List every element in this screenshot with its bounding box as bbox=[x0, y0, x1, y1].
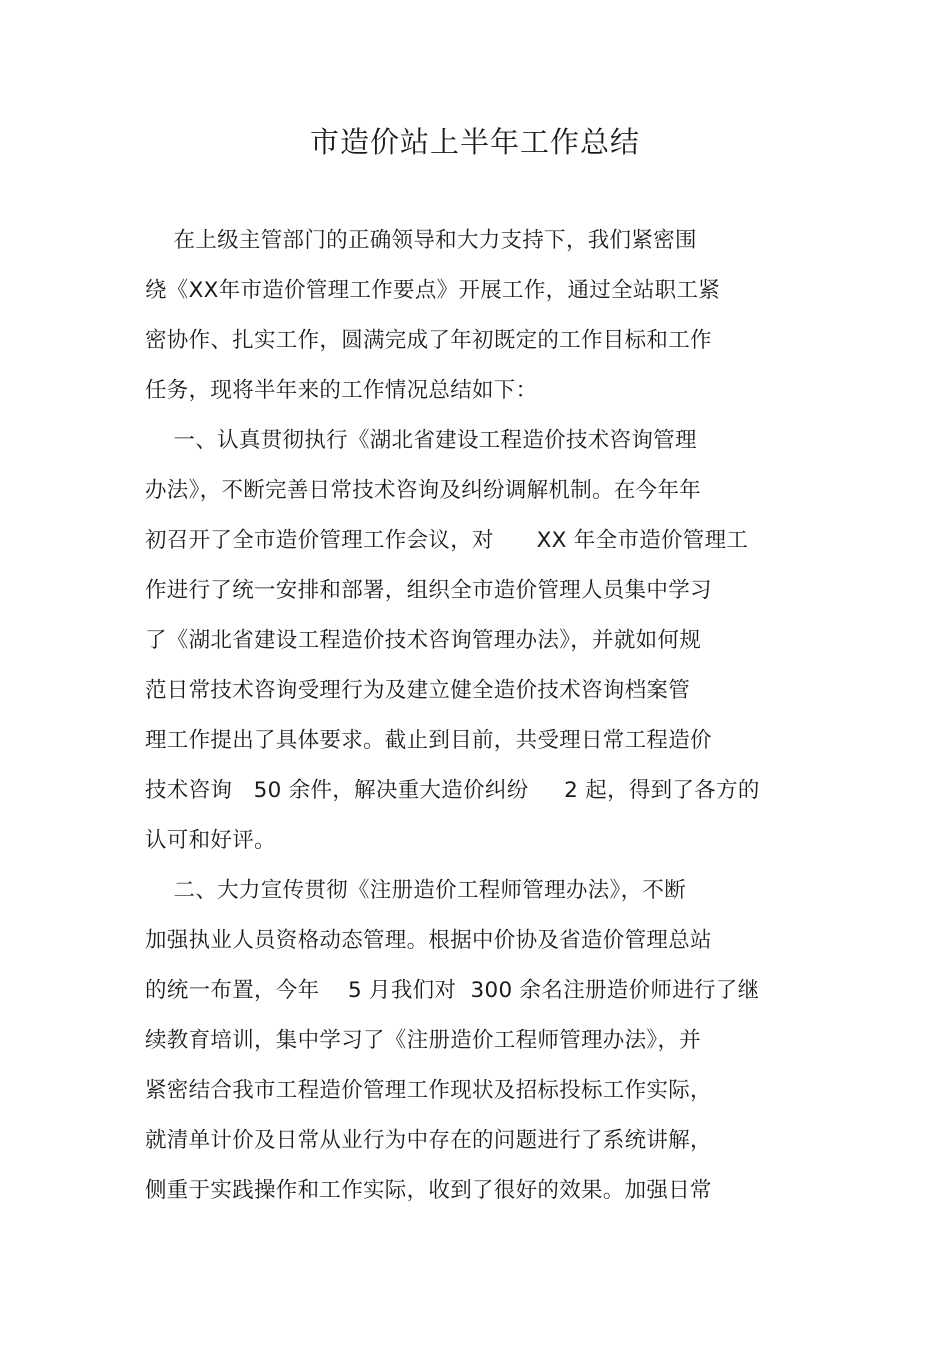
body-line: 认可和好评。 bbox=[145, 828, 276, 853]
body-line: 紧密结合我市工程造价管理工作现状及招标投标工作实际， bbox=[145, 1078, 712, 1103]
body-line: 理工作提出了具体要求。截止到目前，共受理日常工程造价 bbox=[145, 728, 712, 753]
body-line: 技术咨询 50 余件，解决重大造价纠纷 2 起，得到了各方的 bbox=[145, 778, 760, 803]
body-line: 初召开了全市造价管理工作会议，对 XX 年全市造价管理工 bbox=[145, 528, 749, 553]
body-line: 绕《XX年市造价管理工作要点》开展工作，通过全站职工紧 bbox=[145, 278, 721, 303]
document-title: 市造价站上半年工作总结 bbox=[309, 125, 640, 159]
body-line: 侧重于实践操作和工作实际，收到了很好的效果。加强日常 bbox=[145, 1178, 712, 1203]
body-line: 了《湖北省建设工程造价技术咨询管理办法》，并就如何规 bbox=[145, 628, 702, 653]
body-line: 的统一布置，今年 5 月我们对 300 余名注册造价师进行了继 bbox=[145, 978, 760, 1003]
body-line: 任务，现将半年来的工作情况总结如下： bbox=[145, 378, 538, 403]
body-line: 作进行了统一安排和部署，组织全市造价管理人员集中学习 bbox=[145, 578, 712, 603]
body-line: 续教育培训，集中学习了《注册造价工程师管理办法》，并 bbox=[145, 1028, 702, 1053]
body-line: 范日常技术咨询受理行为及建立健全造价技术咨询档案管 bbox=[145, 678, 691, 703]
body-line: 密协作、扎实工作，圆满完成了年初既定的工作目标和工作 bbox=[145, 328, 712, 353]
body-line: 在上级主管部门的正确领导和大力支持下，我们紧密围 bbox=[145, 228, 697, 253]
body-line: 加强执业人员资格动态管理。根据中价协及省造价管理总站 bbox=[145, 928, 712, 953]
body-line: 就清单计价及日常从业行为中存在的问题进行了系统讲解， bbox=[145, 1128, 712, 1153]
body-line: 一、认真贯彻执行《湖北省建设工程造价技术咨询管理 bbox=[145, 428, 697, 453]
body-line: 二、大力宣传贯彻《注册造价工程师管理办法》，不断 bbox=[145, 878, 686, 903]
body-line: 办法》，不断完善日常技术咨询及纠纷调解机制。在今年年 bbox=[145, 478, 702, 503]
